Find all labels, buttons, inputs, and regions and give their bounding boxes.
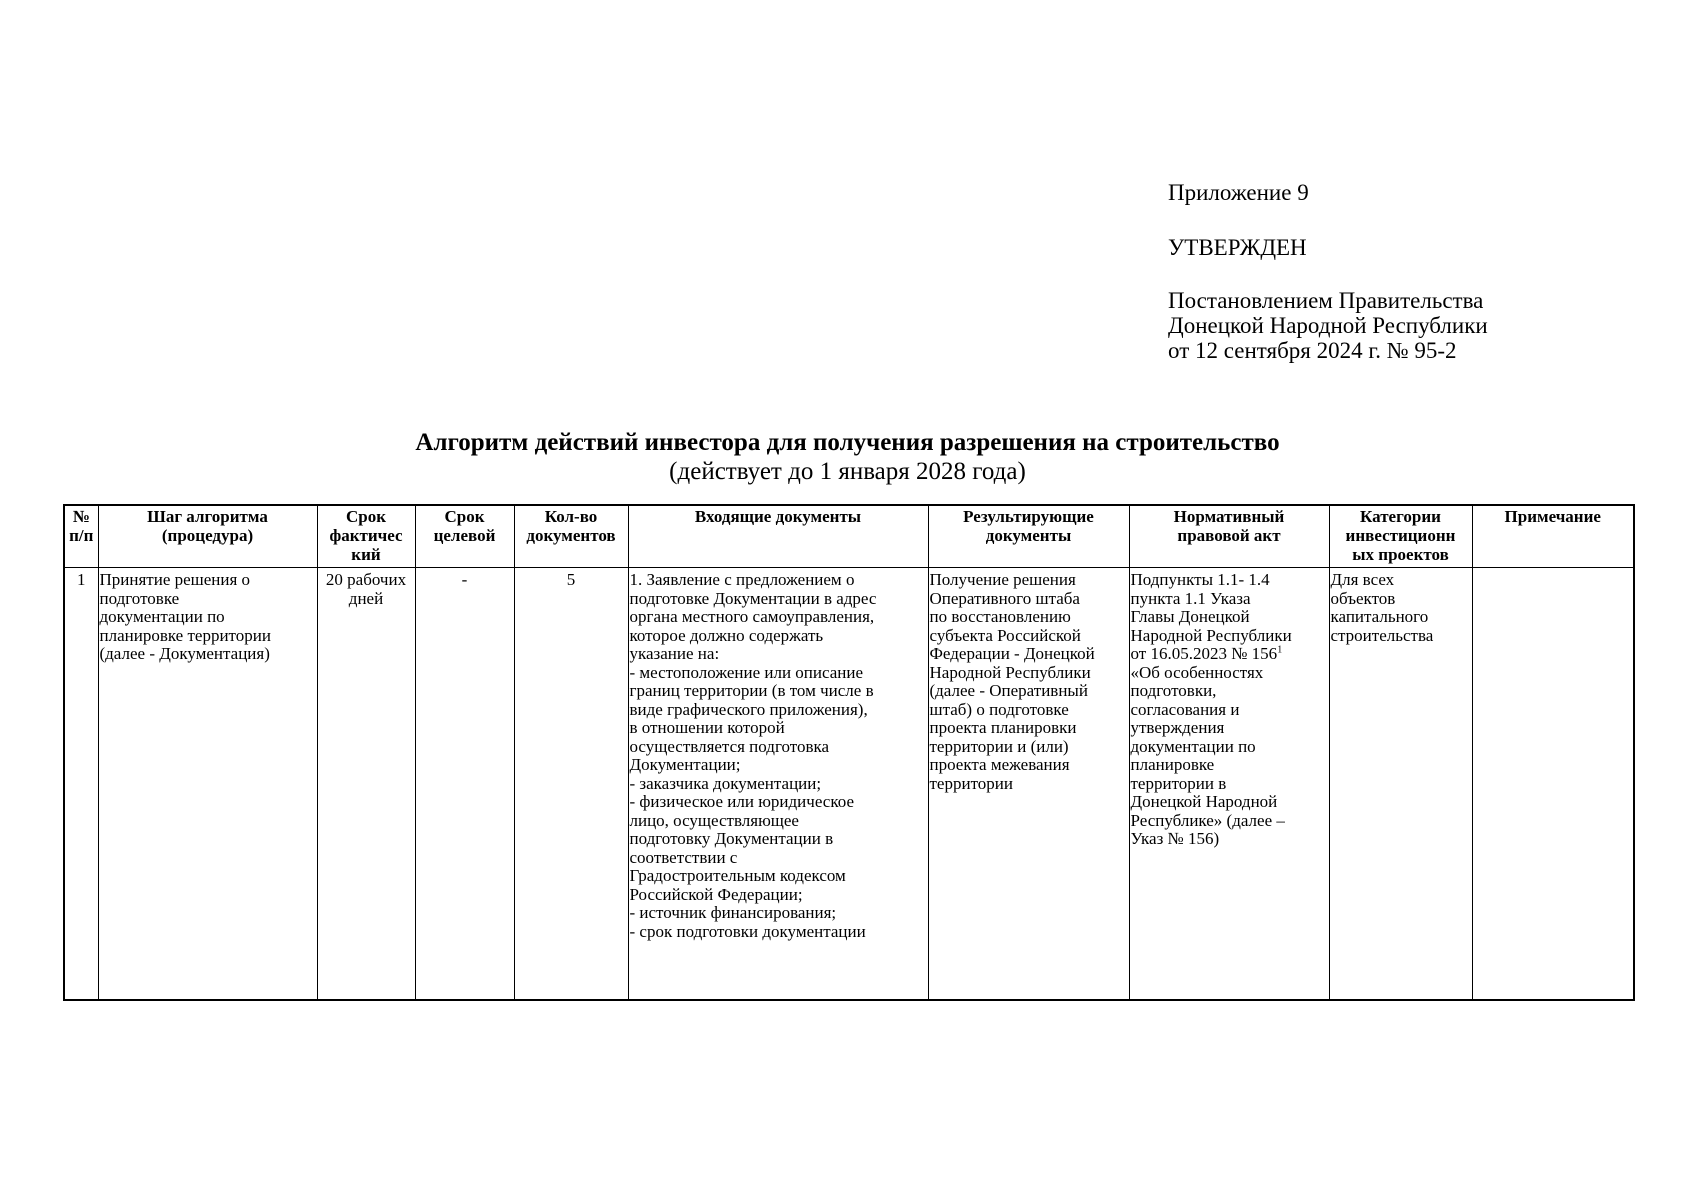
col-header-term-actual: Срок фактичес кий xyxy=(317,505,415,568)
col-header-term-target: Срок целевой xyxy=(415,505,514,568)
col-header-step: Шаг алгоритма (процедура) xyxy=(98,505,317,568)
col-header-number: № п/п xyxy=(64,505,98,568)
cell-categories: Для всех объектов капитального строительства xyxy=(1329,568,1472,1001)
cell-term-target: - xyxy=(415,568,514,1001)
legal-act-text-continued: «Об особенностях подготовки, согласования и утверждения документации по планировке территории в Донецкой Народной Республике» (далее – Указ № 156) xyxy=(1130,662,1285,848)
approval-block xyxy=(1168,180,1488,363)
approved-label: УТВЕРЖДЕН xyxy=(1168,235,1307,260)
cell-note xyxy=(1472,568,1634,1001)
table-header-row xyxy=(64,505,1634,568)
cell-result-docs: Получение решения Оперативного штаба по восстановлению субъекта Российской Федерации - Донецкой Народной Республики (далее - Оперативный штаб) о подготовке проекта планировки территории и (или) проекта межевания территории xyxy=(928,568,1129,1001)
resolution-line-1: Постановлением Правительства xyxy=(1168,288,1484,313)
cell-doc-count: 5 xyxy=(514,568,628,1001)
document-subtitle: (действует до 1 января 2028 года) xyxy=(669,458,1026,485)
resolution-line-2: Донецкой Народной Республики xyxy=(1168,313,1488,338)
col-header-legal-act: Нормативный правовой акт xyxy=(1129,505,1329,568)
col-header-categories: Категории инвестиционн ых проектов xyxy=(1329,505,1472,568)
cell-number: 1 xyxy=(64,568,98,1001)
col-header-input-docs: Входящие документы xyxy=(628,505,928,568)
legal-act-footnote-mark: 1 xyxy=(1277,644,1283,656)
cell-term-actual: 20 рабочих дней xyxy=(317,568,415,1001)
cell-legal-act xyxy=(1129,568,1329,1001)
appendix-label: Приложение 9 xyxy=(1168,180,1309,205)
document-title: Алгоритм действий инвестора для получения разрешения на строительство xyxy=(415,429,1280,456)
cell-step: Принятие решения о подготовке документации по планировке территории (далее - Документация) xyxy=(98,568,317,1001)
algorithm-table xyxy=(63,504,1635,1001)
col-header-note: Примечание xyxy=(1472,505,1634,568)
cell-input-docs: 1. Заявление с предложением о подготовке Документации в адрес органа местного самоуправления, которое должно содержать указание на: - местоположение или описание границ территории (в том числе в виде графического приложения), в отношении которой осуществляется подготовка Документации; - заказчика документации; - физическое или юридическое лицо, осуществляющее подготовку Документации в соответствии с Градостроительным кодексом Российской Федерации; - источник финансирования; - срок подготовки документации xyxy=(628,568,928,1001)
col-header-doc-count: Кол-во документов xyxy=(514,505,628,568)
legal-act-text: Подпункты 1.1- 1.4 пункта 1.1 Указа Главы Донецкой Народной Республики от 16.05.2023 № 156 xyxy=(1130,570,1292,663)
resolution-line-3: от 12 сентября 2024 г. № 95-2 xyxy=(1168,338,1457,363)
table-row xyxy=(64,568,1634,1001)
col-header-result-docs: Результирующие документы xyxy=(928,505,1129,568)
